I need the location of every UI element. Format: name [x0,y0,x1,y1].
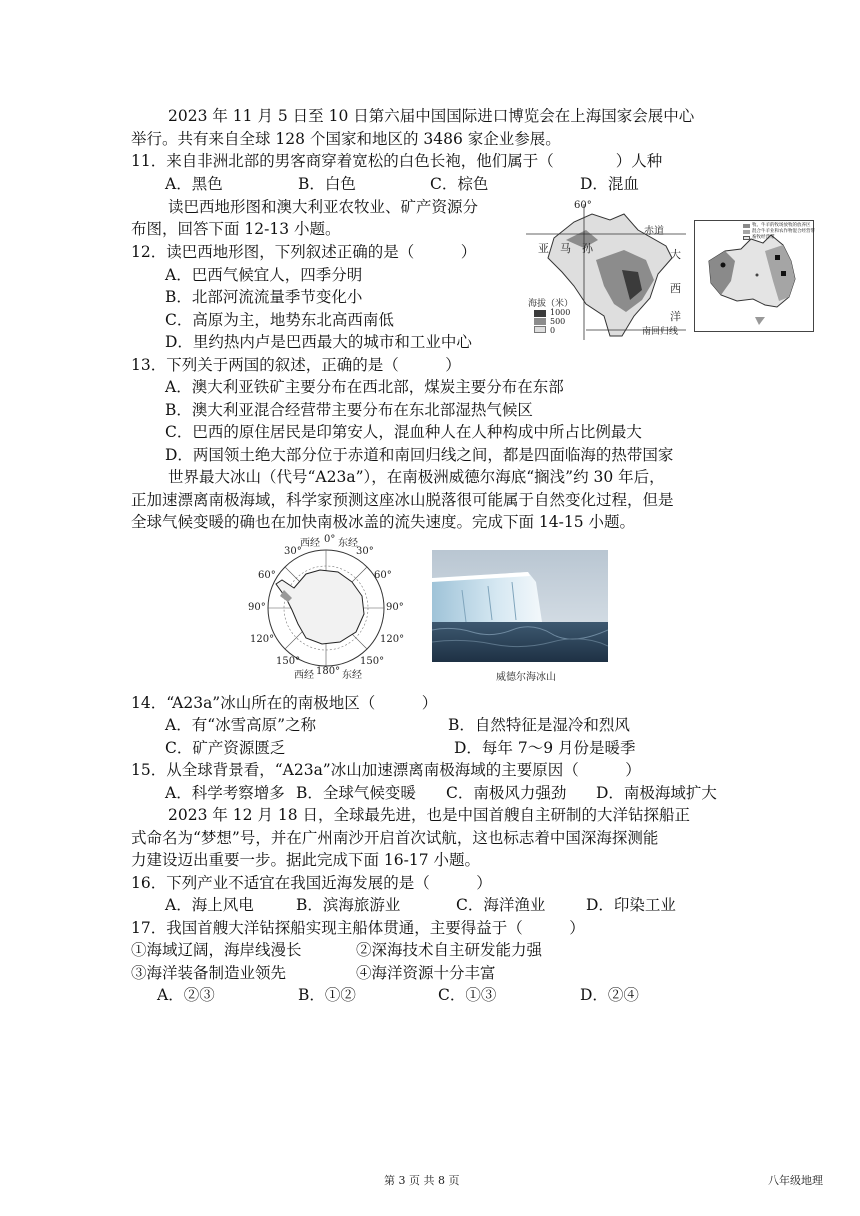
aus-legend-item-3: 畜牧经营带 [752,235,775,240]
q13-stem: 13．下列关于两国的叙述，正确的是（ ） [131,356,461,374]
q15-stem: 15．从全球背景看，“A23a”冰山加速漂离南极海域的主要原因（ ） [131,761,641,779]
brazil-map-legend-1000: 1000 [550,308,571,317]
antarctic-deg-60e: 60° [374,570,392,581]
brazil-map-ocean-label-2: 西 [670,282,681,295]
antarctic-deg-30w: 30° [284,546,302,557]
aus-legend-item-2: 混合牛羊业和农作物混合经营带 [752,229,815,234]
antarctic-deg-120e: 120° [380,634,405,645]
q16-option-b: B．滨海旅游业 [296,896,401,914]
q17-statement-1: ①海域辽阔，海岸线漫长 [131,941,302,959]
q17-statement-4: ④海洋资源十分丰富 [356,964,496,982]
aus-legend-row-3 [743,235,809,241]
q13-option-b: B．澳大利亚混合经营带主要分布在东北部湿热气候区 [165,401,533,419]
q13-option-c: C．巴西的原住居民是印第安人，混血种人在人种构成中所占比例最大 [165,423,642,441]
intro-brazil-line1: 读巴西地形图和澳大利亚农牧业、矿产资源分 [168,198,479,216]
q14-option-d: D．每年 7～9 月份是暖季 [454,739,636,757]
q16-option-a: A．海上风电 [165,896,254,914]
australia-resources-map [694,220,814,332]
brazil-map-ocean-label-1: 大 [670,248,681,261]
q11-stem: 11．来自非洲北部的男客商穿着宽松的白色长袍，他们属于（ ）人种 [131,152,663,170]
q15-option-c: C．南极风力强劲 [446,784,567,802]
q13-option-a: A．澳大利亚铁矿主要分布在西北部，煤炭主要分布在东部 [165,378,564,396]
q14-option-a: A．有“冰雪高原”之称 [165,716,317,734]
q16-option-d: D．印染工业 [586,896,676,914]
aus-legend-swatch-2 [743,230,750,234]
antarctic-deg-120w: 120° [250,634,275,645]
iceberg-photo [432,550,608,662]
q12-option-c: C．高原为主，地势东北高西南低 [165,311,394,329]
page-number: 第 3 页 共 8 页 [384,1174,460,1187]
q14-option-b: B．自然特征是湿冷和烈风 [448,716,630,734]
brazil-terrain-map [526,200,686,340]
brazil-map-legend-title: 海拔（米） [528,299,574,309]
q17-option-b: B．①② [298,986,356,1004]
antarctic-top-west: 西经 [300,538,320,549]
q16-stem: 16．下列产业不适宜在我国近海发展的是（ ） [131,874,492,892]
antarctic-deg-60w: 60° [258,570,276,581]
antarctic-bottom-180: 180° [316,666,341,677]
legend-swatch-high [534,310,546,317]
q17-statement-3: ③海洋装备制造业领先 [131,964,287,982]
q17-option-c: C．①③ [438,986,497,1004]
antarctic-bottom-east: 东经 [342,670,362,681]
q14-stem: 14．“A23a”冰山所在的南极地区（ ） [131,694,438,712]
intro-expo-line1: 2023 年 11 月 5 日至 10 日第六届中国国际进口博览会在上海国家会展中心 [168,107,695,125]
q17-option-a: A．②③ [157,986,215,1004]
brazil-map-equator-label: 赤道 [644,226,664,237]
brazil-map-legend-500: 500 [550,317,566,326]
brazil-map-lat-label: 60° [574,200,592,211]
q17-stem: 17．我国首艘大洋钻探船实现主船体贯通，主要得益于（ ） [131,919,585,937]
legend-swatch-mid [534,318,546,325]
q13-option-d: D．两国领土绝大部分位于赤道和南回归线之间，都是四面临海的热带国家 [165,446,674,464]
aus-legend-swatch-1 [743,224,750,228]
brazil-map-tropic-label: 南回归线 [642,327,679,337]
antarctic-top-east: 东经 [338,538,358,549]
antarctic-bottom-west: 西经 [294,670,314,681]
antarctic-deg-150e: 150° [360,656,385,667]
brazil-map-amazon-label: 亚 马 孙 [538,242,593,255]
intro-ship-line1: 2023 年 12 月 18 日，全球最先进，也是中国首艘自主研制的大洋钻探船正 [168,806,691,824]
q12-option-d: D．里约热内卢是巴西最大的城市和工业中心 [165,333,472,351]
intro-ship-line3: 力建设迈出重要一步。据此完成下面 16-17 小题。 [131,851,481,869]
q12-stem: 12．读巴西地形图，下列叙述正确的是（ ） [131,243,477,261]
q11-option-d: D．混血 [580,175,639,193]
q14-option-c: C．矿产资源匮乏 [165,739,286,757]
q15-option-a: A．科学考察增多 [165,784,285,802]
intro-iceberg-line3: 全球气候变暖的确也在加快南极冰盖的流失速度。完成下面 14-15 小题。 [131,513,636,531]
aus-legend-item-1: 牧、牛羊的牧场放牧的放养区 [752,223,811,228]
brazil-map-legend-0: 0 [550,326,556,335]
iceberg-caption: 威德尔海冰山 [496,672,556,683]
q15-option-d: D．南极海域扩大 [596,784,717,802]
intro-iceberg-line1: 世界最大冰山（代号“A23a”），在南极洲威德尔海底“搁浅”约 30 年后， [168,468,665,486]
q17-option-d: D．②④ [580,986,639,1004]
aus-legend-swatch-3 [743,236,750,240]
brazil-map-ocean-label-3: 洋 [670,310,681,323]
q15-option-b: B．全球气候变暖 [296,784,416,802]
intro-expo-line2: 举行。共有来自全球 128 个国家和地区的 3486 家企业参展。 [131,130,561,148]
q12-option-a: A．巴西气候宜人，四季分明 [165,266,363,284]
antarctic-top-zero: 0° [324,534,336,545]
q11-option-b: B．白色 [298,175,356,193]
antarctic-map [246,536,406,680]
antarctic-deg-90e: 90° [386,602,404,613]
q11-option-c: C．棕色 [430,175,489,193]
antarctic-deg-30e: 30° [356,546,374,557]
q16-option-c: C．海洋渔业 [456,896,546,914]
intro-ship-line2: 式命名为“梦想”号，并在广州南沙开启首次试航，这也标志着中国深海探测能 [131,829,659,847]
antarctic-deg-150w: 150° [276,656,301,667]
antarctic-deg-90w: 90° [248,602,266,613]
subject-label: 八年级地理 [768,1174,823,1187]
legend-swatch-low [534,326,546,333]
q17-statement-2: ②深海技术自主研发能力强 [356,941,543,959]
q11-option-a: A．黑色 [165,175,223,193]
intro-iceberg-line2: 正加速漂离南极海域，科学家预测这座冰山脱落很可能属于自然变化过程，但是 [131,491,674,509]
q12-option-b: B．北部河流流量季节变化小 [165,288,363,306]
intro-brazil-line2: 布图，回答下面 12-13 小题。 [131,220,341,238]
